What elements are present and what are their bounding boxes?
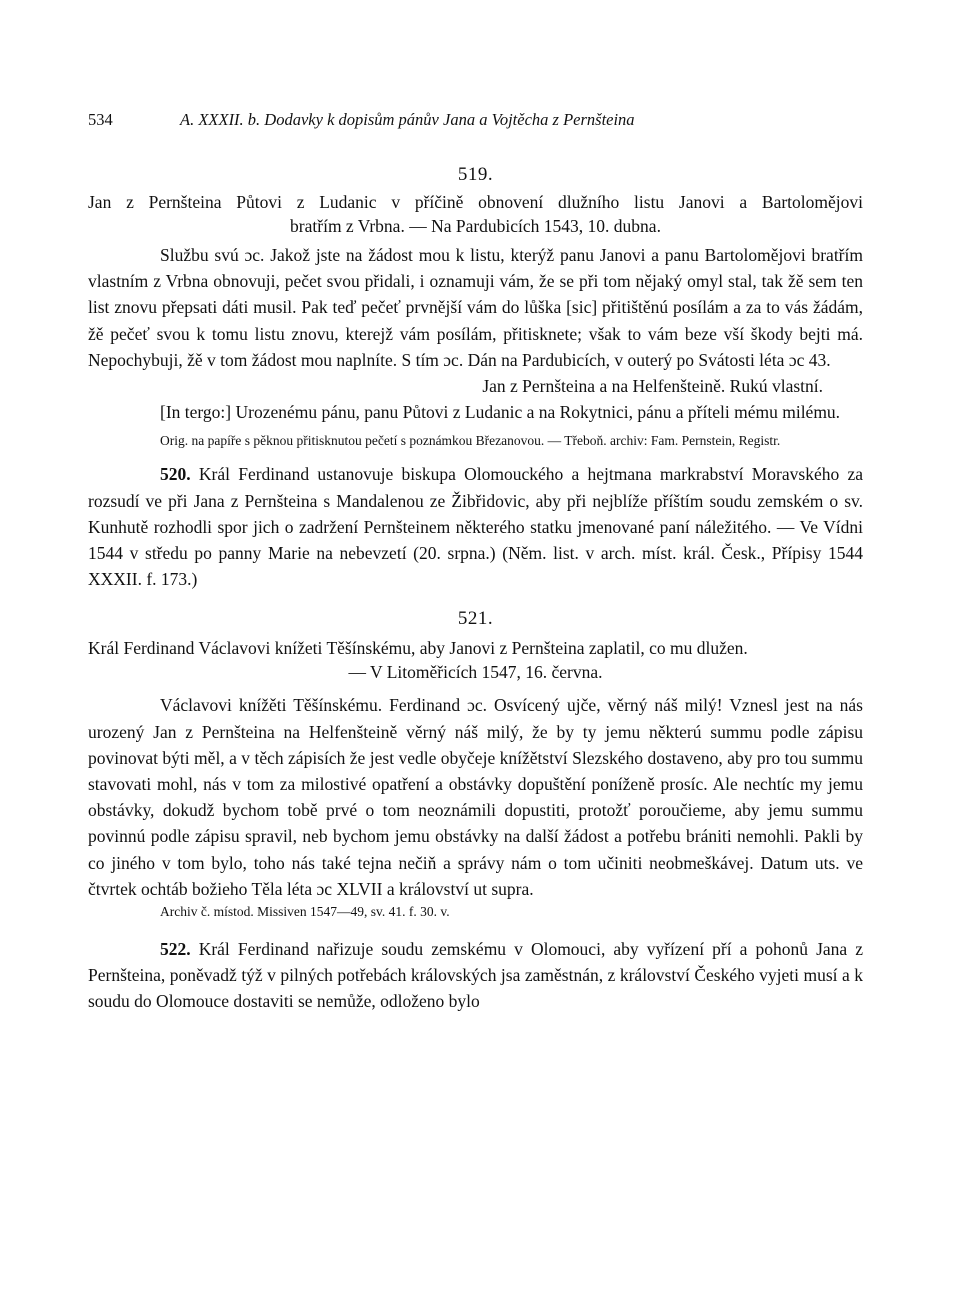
doc-521-heading-line-2: — V Litoměřicích 1547, 16. června.	[348, 662, 603, 683]
doc-521-number: 521.	[457, 608, 494, 630]
doc-522	[88, 936, 863, 1015]
doc-521-source: Archiv č. místod. Missiven 1547—49, sv. 41. f. 30. v.	[160, 904, 450, 920]
doc-520-number: 520.	[160, 464, 191, 485]
running-title: A. XXXII. b. Dodavky k dopisům pánův Jana a Vojtěcha z Pernšteina	[180, 110, 635, 129]
doc-519-number: 519.	[457, 164, 494, 185]
doc-522-number: 522.	[160, 939, 191, 960]
doc-519-source: Orig. na papíře s pěknou přitisknutou pečetí s poznámkou Březanovou. — Třeboň. archiv: Fam. Pernstein, Registr.	[160, 433, 781, 449]
doc-519-signature: Jan z Pernšteina a na Helfenšteině. Rukú vlastní.	[482, 376, 823, 397]
doc-519-body: Službu svú ɔc. Jakož jste na žádost mou k listu, kterýž panu Janovi a panu Bartolomějovi bratřím vlastním z Vrbna obnovuji, pečet svou přidali, i oznamuji vám, že se při tom nějaký omyl stal, tak žě sem ten list znovu přepsati dáti musil. Pak teď pečeť prvnější vám do lůška [sic] přitištěnú posílám a za to vás žádám, žě pečeť svou k tomu listu znovu, kterejž vám posílám, přitisknete; však to vám beze vší škody bejti má. Nepochybuji, žě v tom žádost mou naplníte. S tím ɔc. Dán na Pardubicích, v outerý po Svátosti léta ɔc 43.	[88, 245, 863, 370]
doc-520-text: Král Ferdinand ustanovuje biskupa Olomouckého a hejtmana markrabství Moravského za rozsudí ve při Jana z Pernšteina s Mandalenou ze Žibřidovic, aby při nejblíže příštím soudu zemském o sv. Kunhutě rozhodli spor jich o zadržení Pernšteinem některého statku jmenované paní náležitého. — Ve Vídni 1544 v středu po panny Marie na nebevzetí (20. srpna.) (Něm. list. v arch. míst. král. Česk., Přípisy 1544 XXXII. f. 173.)	[88, 464, 864, 590]
page	[88, 110, 863, 1015]
running-head	[88, 110, 863, 136]
page-number: 534	[88, 110, 113, 129]
doc-521-heading-line-1: Král Ferdinand Václavovi knížeti Těšínskému, aby Janovi z Pernšteina zaplatil, co mu dlužen.	[88, 638, 748, 659]
doc-522-text: Král Ferdinand nařizuje soudu zemskému v Olomouci, aby vyřízení pří a pohonů Jana z Pernšteina, poněvadž týž v pilných potřebách královských jsa zaměstnán, z království Českého vyjeti musí a k soudu do Olomouce dostaviti se nemůže, odloženo bylo	[88, 939, 864, 1012]
doc-521-body: Václavovi knížěti Těšínskému. Ferdinand ɔc. Osvícený ujče, věrný náš milý! Vznesl jest na nás urozený Jan z Pernšteina na Helfenšteině věrný náš milý, že by ty jemu některú summu podle zápisu povinovat býti měl, a v těch zápisích že jest vedle obyčeje knížětství Slezského dostaveno, aby pro tou summu stavovati mohl, nás v tom za milostivé opatření a obstávky dopuštění poníženě prosíc. Ale nechtíc my jemu obstávky, dokudž bychom tobě prvé o tom neoznámili dopustiti, protožť poroučieme, aby jemu summu povinnú podle zápisu spravil, neb bychom jemu obstávky na další žádost a potřebu brániti nemohli. Pakli by co jiného v tom bylo, toho nás také tejna nečiň a správy nám o tom učiniti neobmeškávej. Datum uts. ve čtvrtek ochtáb božieho Těla léta ɔc XLVII a království ut supra.	[88, 695, 863, 899]
doc-519-heading-line-1: Jan z Pernšteina Půtovi z Ludanic v příčině obnovení dlužního listu Janovi a Bartolomějovi	[88, 192, 863, 212]
doc-519-heading-line-2: bratřím z Vrbna. — Na Pardubicích 1543, 10. dubna.	[290, 216, 661, 236]
doc-519-address: [In tergo:] Urozenému pánu, panu Půtovi z Ludanic a na Rokytnici, pánu a příteli mému milému.	[160, 402, 841, 423]
doc-520	[88, 461, 863, 592]
